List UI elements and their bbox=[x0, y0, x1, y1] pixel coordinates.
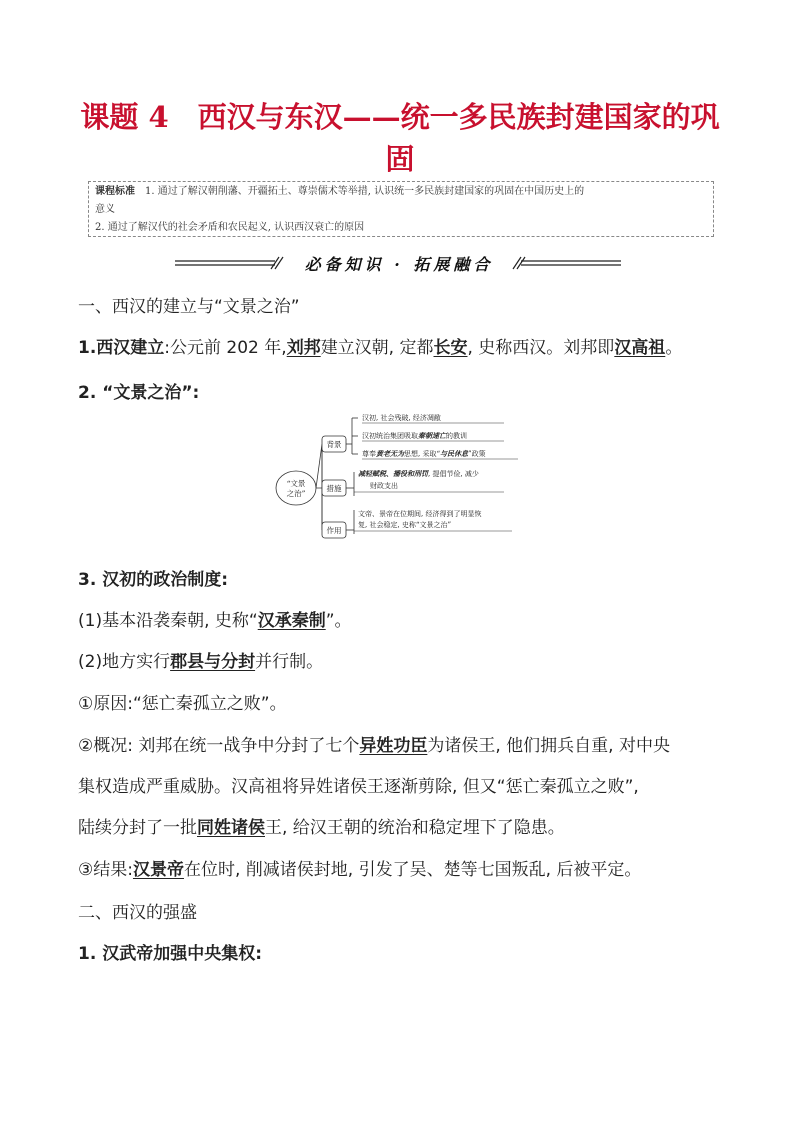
mindmap-center-node bbox=[276, 471, 316, 505]
paragraph-8 bbox=[78, 855, 641, 880]
p1-text-4: 。 bbox=[665, 338, 683, 358]
mindmap-branch-measures-label: 措施 bbox=[326, 484, 342, 493]
title-line-2: 固 bbox=[385, 142, 415, 176]
p1-text-1: :公元前 202 年, bbox=[164, 338, 287, 358]
keyword-liubang: 刘邦 bbox=[286, 338, 321, 358]
section-banner bbox=[175, 251, 621, 275]
mindmap-branch-effect-label: 作用 bbox=[326, 526, 342, 535]
paragraph-3: 3. 汉初的政治制度: bbox=[78, 570, 229, 590]
p1-num: 1. bbox=[78, 338, 97, 358]
paragraph-7-line-1 bbox=[78, 731, 670, 756]
p1-label: 西汉建立 bbox=[96, 338, 165, 358]
p5-text-2: 并行制。 bbox=[255, 652, 324, 672]
p7-text-4: 王, 给汉王朝的统治和稳定埋下了隐患。 bbox=[265, 818, 565, 838]
mindmap-bg-3: 尊奉黄老无为思想, 采取“与民休息”政策 bbox=[362, 449, 486, 458]
standard-line-1: 1. 通过了解汉朝削藩、开疆拓土、尊崇儒术等举措, 认识统一多民族封建国家的巩固在中国历史上的 bbox=[145, 186, 585, 197]
standard-line-2: 2. 通过了解汉代的社会矛盾和农民起义, 认识西汉衰亡的原因 bbox=[95, 222, 365, 233]
standard-line-1b: 意义 bbox=[95, 204, 115, 215]
keyword-changan: 长安 bbox=[433, 338, 468, 358]
p1-text-3: , 史称西汉。刘邦即 bbox=[467, 338, 615, 358]
title-line-1: 课题 4 西汉与东汉——统一多民族封建国家的巩 bbox=[80, 100, 720, 134]
p7-text-2: 为诸侯王, 他们拥兵自重, 对中央 bbox=[427, 736, 670, 756]
wenjing-mindmap bbox=[272, 406, 532, 542]
paragraph-7-line-3 bbox=[78, 813, 565, 838]
paragraph-9: 1. 汉武帝加强中央集权: bbox=[78, 944, 263, 964]
section-2-heading: 二、西汉的强盛 bbox=[78, 903, 197, 923]
curriculum-standard-box bbox=[88, 181, 714, 237]
keyword-junxian-fenfeng: 郡县与分封 bbox=[170, 652, 256, 672]
mindmap-effect-1: 文帝、景帝在位期间, 经济得到了明显恢 bbox=[358, 510, 482, 518]
paragraph-5 bbox=[78, 647, 323, 672]
mindmap-measures-2: 财政支出 bbox=[370, 482, 398, 490]
paragraph-6: ①原因:“惩亡秦孤立之败”。 bbox=[78, 694, 287, 714]
p8-text-2: 在位时, 削减诸侯封地, 引发了吴、楚等七国叛乱, 后被平定。 bbox=[183, 860, 642, 880]
keyword-hanchengqinzhi: 汉承秦制 bbox=[257, 611, 326, 631]
paragraph-2: 2. “文景之治”: bbox=[78, 383, 200, 403]
keyword-hanjingdi: 汉景帝 bbox=[132, 860, 184, 880]
keyword-hangaozu: 汉高祖 bbox=[614, 338, 666, 358]
mindmap-center-l1: “文景 bbox=[286, 479, 306, 488]
mindmap-center-l2: 之治” bbox=[286, 489, 306, 498]
banner-text: 必备知识 · 拓展融合 bbox=[304, 255, 494, 274]
p5-text-1: (2)地方实行 bbox=[78, 652, 171, 672]
paragraph-7-line-2: 集权造成严重威胁。汉高祖将异姓诸侯王逐渐剪除, 但又“惩亡秦孤立之败”, bbox=[78, 777, 639, 797]
paragraph-1 bbox=[78, 333, 682, 358]
keyword-tongxing-zhuhou: 同姓诸侯 bbox=[197, 818, 265, 838]
standard-label: 课程标准 bbox=[95, 186, 135, 197]
keyword-yixing-gongchen: 异姓功臣 bbox=[359, 736, 428, 756]
mindmap-effect-2: 复, 社会稳定, 史称“文景之治” bbox=[358, 521, 452, 529]
p1-text-2: 建立汉朝, 定都 bbox=[320, 338, 434, 358]
mindmap-branch-background-label: 背景 bbox=[326, 440, 342, 449]
p4-text-1: (1)基本沿袭秦朝, 史称“ bbox=[78, 611, 258, 631]
section-1-heading: 一、西汉的建立与“文景之治” bbox=[78, 297, 300, 317]
mindmap-measures-1: 减轻赋税、播役和刑罚, 提倡节俭, 减少 bbox=[358, 469, 479, 478]
paragraph-4 bbox=[78, 606, 352, 631]
mindmap-bg-1: 汉初, 社会残破, 经济凋敝 bbox=[362, 414, 441, 422]
mindmap-bg-2: 汉初统治集团吸取秦朝速亡的教训 bbox=[362, 431, 467, 440]
lesson-title bbox=[70, 96, 730, 180]
p4-text-2: ”。 bbox=[325, 611, 352, 631]
p7-text-1: ②概况: 刘邦在统一战争中分封了七个 bbox=[78, 736, 360, 756]
p8-text-1: ③结果: bbox=[78, 860, 133, 880]
p7-text-3: 陆续分封了一批 bbox=[78, 818, 197, 838]
